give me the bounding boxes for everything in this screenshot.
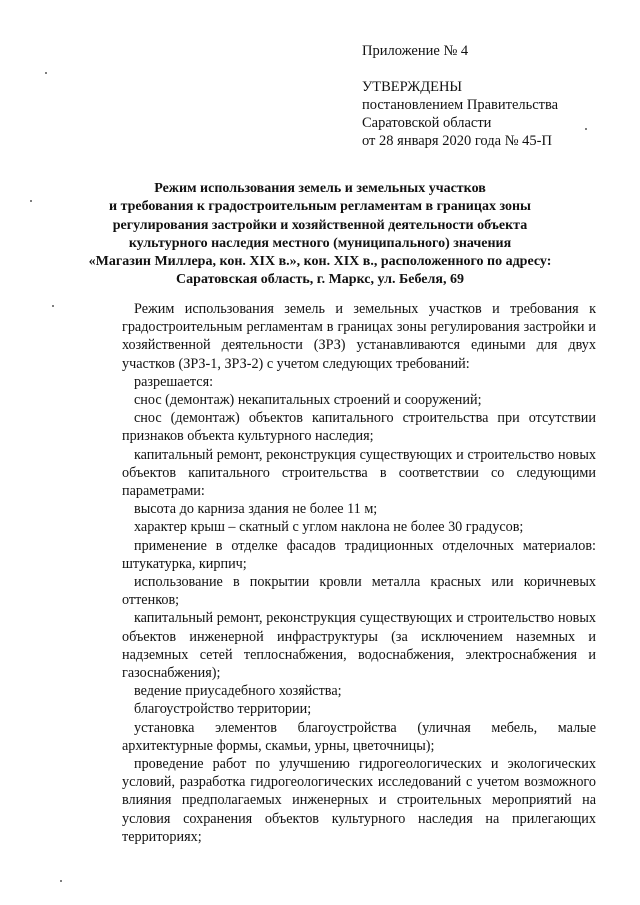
body-paragraph: снос (демонтаж) объектов капитального строительства при отсутствии признаков объекта культурного наследия; bbox=[122, 410, 596, 445]
document-body bbox=[122, 300, 596, 846]
scan-speck bbox=[52, 305, 54, 307]
approved-by-line: Саратовской области bbox=[362, 115, 492, 131]
body-paragraph: разрешается: bbox=[134, 373, 214, 390]
document-title bbox=[80, 180, 560, 290]
scan-speck bbox=[60, 880, 62, 882]
body-paragraph: установка элементов благоустройства (уличная мебель, малые архитектурные формы, скамьи, урны, цветочницы); bbox=[122, 719, 596, 754]
title-line: культурного наследия местного (муниципального) значения bbox=[128, 235, 512, 251]
body-paragraph: характер крыш – скатный с углом наклона не более 30 градусов; bbox=[134, 519, 524, 536]
approved-by-line: постановлением Правительства bbox=[362, 97, 559, 113]
body-paragraph: использование в покрытии кровли металла красных или коричневых оттенков; bbox=[122, 574, 596, 609]
scan-speck bbox=[30, 200, 32, 202]
title-line: «Магазин Миллера, кон. XIX в.», кон. XIX в., расположенного по адресу: bbox=[88, 254, 552, 270]
title-line: и требования к градостроительным регламентам в границах зоны bbox=[109, 199, 531, 215]
body-paragraph: высота до карниза здания не более 11 м; bbox=[134, 501, 378, 518]
scan-speck bbox=[585, 128, 587, 130]
title-line: Режим использования земель и земельных участков bbox=[154, 181, 486, 196]
approved-heading: УТВЕРЖДЕНЫ bbox=[362, 79, 463, 95]
title-line: регулирования застройки и хозяйственной деятельности объекта bbox=[112, 217, 528, 233]
body-paragraph: Режим использования земель и земельных участков и требования к градостроительным регламентам в границах зоны регулирования застройки и хозяйственной деятельности (ЗРЗ) устанавливаются едиными для двух участков (ЗРЗ-1, ЗРЗ-2) с учетом следующих требований: bbox=[122, 301, 596, 372]
body-paragraph: применение в отделке фасадов традиционных отделочных материалов: штукатурка, кирпич; bbox=[122, 537, 596, 572]
body-paragraph: капитальный ремонт, реконструкция существующих и строительство новых объектов капитального строительства в соответствии со следующими параметрами: bbox=[122, 446, 596, 500]
approval-block bbox=[362, 78, 558, 150]
body-paragraph: благоустройство территории; bbox=[134, 701, 312, 718]
scan-speck bbox=[45, 72, 47, 74]
body-paragraph: капитальный ремонт, реконструкция существующих и строительство новых объектов инженерной инфраструктуры (за исключением наземных и надземных сетей теплоснабжения, водоснабжения, электроснабжения и газоснабжения); bbox=[122, 610, 596, 682]
body-paragraph: ведение приусадебного хозяйства; bbox=[134, 683, 342, 700]
appendix-number: Приложение № 4 bbox=[362, 43, 469, 59]
title-line: Саратовская область, г. Маркс, ул. Бебеля, 69 bbox=[176, 272, 464, 288]
body-paragraph: проведение работ по улучшению гидрогеологических и экологических условий, разработка гидрогеологических исследований с учетом возможного влияния предполагаемых инженерных и строительных мероприятий на условия сохранения объектов культурного наследия на прилегающих территориях; bbox=[122, 756, 596, 845]
body-paragraph: снос (демонтаж) некапитальных строений и сооружений; bbox=[134, 392, 482, 409]
approved-by-line: от 28 января 2020 года № 45-П bbox=[362, 133, 552, 149]
